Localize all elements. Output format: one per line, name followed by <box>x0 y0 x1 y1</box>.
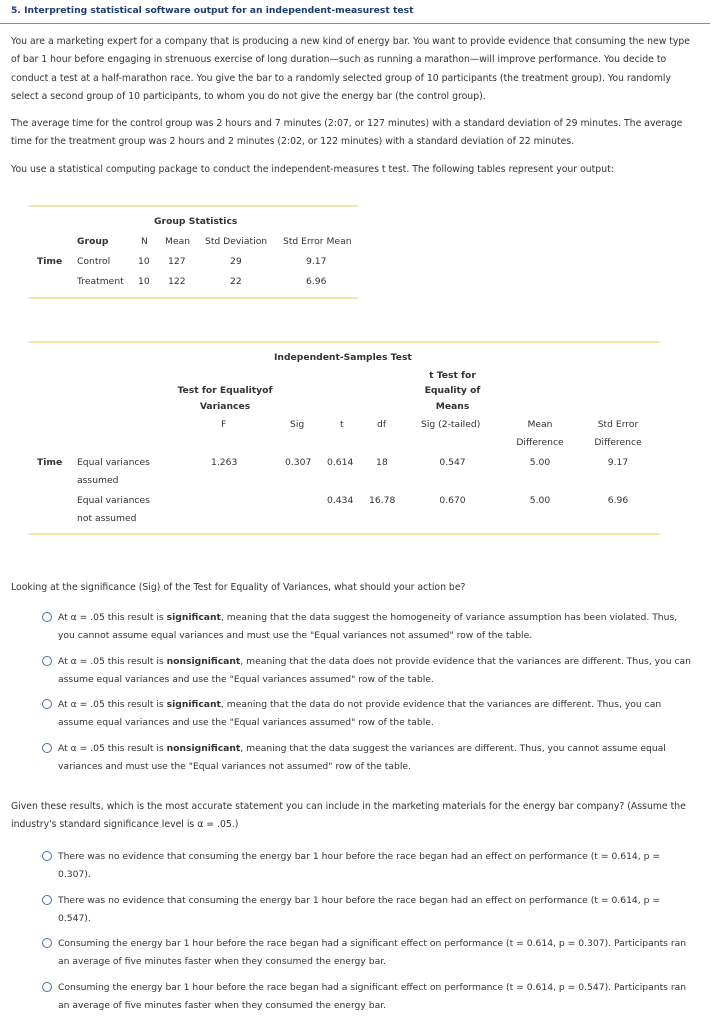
table-cell: assumed <box>77 475 119 486</box>
col-sig-2tailed: Sig (2-tailed) <box>421 419 481 430</box>
option-text: At α = .05 this result is nonsignificant, meaning that the data suggest the variances are different. Thus, you cannot assume equal variances and must use the "Equal variances not assumed" row of the table. <box>58 743 666 772</box>
row-label-time: Time <box>37 256 63 267</box>
ttest-header-2: Equality of <box>424 385 481 396</box>
radio-button[interactable] <box>42 612 52 622</box>
option-text: There was no evidence that consuming the energy bar 1 hour before the race began had an effect on performance (t = 0.614, p = 0.547). <box>58 895 661 924</box>
option-text: There was no evidence that consuming the energy bar 1 hour before the race began had an effect on performance (t = 0.614, p = 0.307). <box>58 851 661 880</box>
col-mean-diff-2: Difference <box>516 437 564 448</box>
option-text: Consuming the energy bar 1 hour before the race began had a significant effect on performance (t = 0.614, p = 0.307). Participants ran an average of five minutes faster when they consumed the energy bar. <box>58 938 687 967</box>
table-cell: 16.78 <box>369 495 396 506</box>
question-title: 5. Interpreting statistical software output for an independent-measurest test <box>11 5 414 16</box>
q2-option-1[interactable] <box>42 848 692 883</box>
table-cell: 22 <box>230 276 242 287</box>
averages-paragraph: The average time for the control group was 2 hours and 7 minutes (2:07, or 127 minutes) with a standard deviation of 29 minutes. The average time for the treatment group was 2 hours and 2 minutes (2:02, or 122 minutes) with a standard deviation of 22 minutes. <box>11 118 683 148</box>
table-cell: 0.670 <box>439 495 466 506</box>
option-text: At α = .05 this result is significant, meaning that the data suggest the homogeneity of variance assumption has been violated. Thus, you cannot assume equal variances and must use the "Equal variances not assumed" row of the table. <box>58 612 678 641</box>
radio-button[interactable] <box>42 743 52 753</box>
q2-option-2[interactable] <box>42 892 692 927</box>
radio-button[interactable] <box>42 938 52 948</box>
table-cell: 0.547 <box>439 457 466 468</box>
table-cell: 10 <box>138 256 150 267</box>
table-cell: 18 <box>376 457 388 468</box>
question-2-prompt: Given these results, which is the most accurate statement you can include in the marketing materials for the energy bar company? (Assume the industry's standard significance level is α = .05.) <box>11 801 686 830</box>
table-cell: not assumed <box>77 513 137 524</box>
q1-option-2[interactable] <box>42 653 692 688</box>
table-cell: 127 <box>168 256 186 267</box>
col-se-diff-2: Difference <box>594 437 642 448</box>
radio-button[interactable] <box>42 699 52 709</box>
table-cell: 0.307 <box>285 457 312 468</box>
q2-option-4[interactable] <box>42 979 692 1014</box>
table-cell: 122 <box>168 276 186 287</box>
ttest-header-1: t Test for <box>429 370 476 381</box>
table-cell: 29 <box>230 256 242 267</box>
col-t: t <box>340 419 344 430</box>
header-group: Group <box>77 236 109 247</box>
table-cell: 5.00 <box>529 457 551 468</box>
table-cell: Equal variances <box>77 457 150 468</box>
table-bottom-border <box>29 533 659 535</box>
header-sd: Std Deviation <box>205 236 268 247</box>
col-sig: Sig <box>290 419 305 430</box>
table-cell: 5.00 <box>529 495 551 506</box>
output-paragraph: You use a statistical computing package to conduct the independent-measures t test. The following tables represent your output: <box>11 164 614 175</box>
q1-option-4[interactable] <box>42 740 692 775</box>
radio-button[interactable] <box>42 656 52 666</box>
question-1-prompt: Looking at the significance (Sig) of the Test for Equality of Variances, what should your action be? <box>11 582 466 593</box>
table-cell: 0.614 <box>327 457 354 468</box>
ttest-header-3: Means <box>435 401 470 412</box>
ind-test-title: Independent-Samples Test <box>274 352 412 363</box>
q1-option-1[interactable] <box>42 609 692 644</box>
table-cell: 10 <box>138 276 150 287</box>
option-text: At α = .05 this result is nonsignificant, meaning that the data does not provide evidence that the variances are different. Thus, you can assume equal variances and use the "Equal variances assumed" row of the table. <box>58 656 691 685</box>
q1-option-3[interactable] <box>42 696 692 731</box>
table-cell: 6.96 <box>306 276 327 287</box>
header-mean: Mean <box>165 236 191 247</box>
table-cell: Control <box>77 256 111 267</box>
radio-button[interactable] <box>42 895 52 905</box>
table-cell: 6.96 <box>607 495 629 506</box>
option-text: Consuming the energy bar 1 hour before the race began had a significant effect on performance (t = 0.614, p = 0.547). Participants ran an average of five minutes faster when they consumed the energy bar. <box>58 982 687 1011</box>
group-stats-title: Group Statistics <box>154 216 238 227</box>
intro-paragraph: You are a marketing expert for a company that is producing a new kind of energy bar. You want to provide evidence that consuming the new type of bar 1 hour before engaging in strenuous exercise of long duration—such as running a marathon—will improve performance. You decide to conduct a test at a half-marathon race. You give the bar to a randomly selected group of 10 participants (the treatment group). You randomly select a second group of 10 participants, to whom you do not give the energy bar (the control group). <box>11 36 691 102</box>
row-label-time: Time <box>37 457 63 468</box>
table-cell: 0.434 <box>327 495 354 506</box>
table-top-border <box>29 205 358 207</box>
option-text: At α = .05 this result is significant, meaning that the data do not provide evidence that the variances are different. Thus, you can assume equal variances and use the "Equal variances assumed" row of the table. <box>58 699 662 728</box>
levene-header-2: Variances <box>199 401 251 412</box>
levene-header: Test for Equalityof <box>177 385 273 396</box>
table-cell: Treatment <box>77 276 124 287</box>
table-cell: 9.17 <box>607 457 629 468</box>
table-top-border <box>29 341 659 343</box>
table-cell: 1.263 <box>211 457 238 468</box>
radio-button[interactable] <box>42 851 52 861</box>
col-df: df <box>377 419 387 430</box>
radio-button[interactable] <box>42 982 52 992</box>
table-cell: Equal variances <box>77 495 150 506</box>
table-bottom-border <box>29 297 358 299</box>
col-f: F <box>221 419 227 430</box>
col-mean-diff: Mean <box>527 419 553 430</box>
table-cell: 9.17 <box>306 256 327 267</box>
header-n: N <box>141 236 148 247</box>
q2-option-3[interactable] <box>42 935 692 970</box>
col-se-diff: Std Error <box>597 419 639 430</box>
title-divider <box>0 23 710 24</box>
header-sem: Std Error Mean <box>283 236 352 247</box>
